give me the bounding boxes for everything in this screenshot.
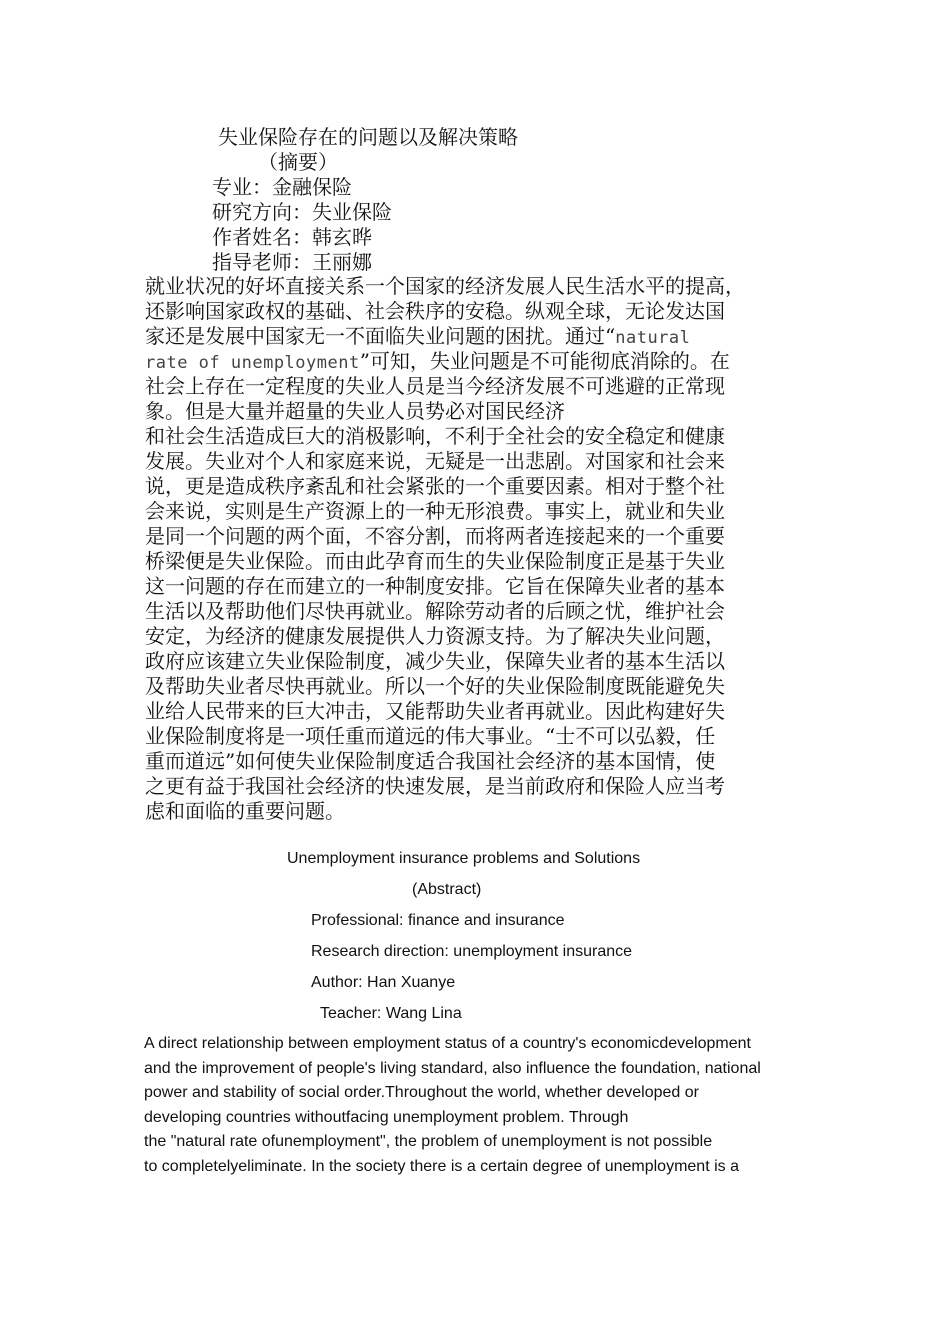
zh-p2-line: 虑和面临的重要问题。 [145, 799, 345, 823]
en-abstract-label: (Abstract) [412, 881, 482, 898]
en-major: Professional: finance and insurance [311, 912, 565, 929]
en-paragraph [144, 1032, 824, 1179]
zh-p2-line: 及帮助失业者尽快再就业。所以一个好的失业保险制度既能避免失 [145, 674, 725, 698]
en-advisor: Teacher: Wang Lina [320, 1005, 462, 1022]
en-body-line: and the improvement of people's living standard, also influence the foundation, national [144, 1059, 761, 1077]
zh-p1-line: 还影响国家政权的基础、社会秩序的安稳。纵观全球，无论发达国 [145, 299, 725, 323]
zh-p2-line: 是同一个问题的两个面，不容分割，而将两者连接起来的一个重要 [145, 524, 725, 548]
zh-author: 作者姓名：韩玄晔 [212, 225, 372, 249]
zh-p2-line: 政府应该建立失业保险制度，减少失业，保障失业者的基本生活以 [145, 649, 725, 673]
zh-p2-line: 重而道远”如何使失业保险制度适合我国社会经济的基本国情，使 [145, 749, 716, 773]
zh-p2-line: 生活以及帮助他们尽快再就业。解除劳动者的后顾之忧，维护社会 [145, 599, 725, 623]
zh-p1-line [145, 324, 810, 349]
zh-p2-line: 业保险制度将是一项任重而道远的伟大事业。“士不可以弘毅，任 [145, 724, 716, 748]
zh-p2-line: 发展。失业对个人和家庭来说，无疑是一出悲剧。对国家和社会来 [145, 449, 725, 473]
en-body-line: the "natural rate ofunemployment", the problem of unemployment is not possible [144, 1133, 713, 1150]
zh-p1-text: 家还是发展中国家无一不面临失业问题的困扰。通过“ [145, 324, 616, 348]
zh-p1-text: ”可知，失业问题是不可能彻底消除的。在 [359, 349, 730, 373]
en-author: Author: Han Xuanye [311, 974, 456, 991]
zh-p2-line: 说，更是造成秩序紊乱和社会紧张的一个重要因素。相对于整个社 [145, 474, 725, 498]
zh-p2-line: 安定，为经济的健康发展提供人力资源支持。为了解决失业问题， [145, 624, 725, 648]
en-direction: Research direction: unemployment insurance [311, 943, 633, 960]
zh-abstract-label: （摘要） [258, 150, 338, 174]
en-title: Unemployment insurance problems and Solutions [287, 850, 641, 867]
zh-p1-line: 就业状况的好坏直接关系一个国家的经济发展人民生活水平的提高， [145, 274, 745, 298]
zh-p2-line: 桥梁便是失业保险。而由此孕育而生的失业保险制度正是基于失业 [145, 549, 725, 573]
zh-p2-line: 之更有益于我国社会经济的快速发展，是当前政府和保险人应当考 [145, 774, 725, 798]
zh-p2-line: 业给人民带来的巨大冲击，又能帮助失业者再就业。因此构建好失 [145, 699, 725, 723]
zh-p1-line: 社会上存在一定程度的失业人员是当今经济发展不可逃避的正常现 [145, 374, 725, 398]
zh-p1-term: rate of unemployment [145, 353, 360, 373]
zh-direction: 研究方向：失业保险 [212, 200, 392, 224]
zh-p1-term: natural [615, 328, 691, 348]
zh-title: 失业保险存在的问题以及解决策略 [218, 125, 518, 149]
en-body-line: A direct relationship between employment status of a country's economicdevelopment [144, 1035, 751, 1052]
zh-paragraph-1 [145, 274, 810, 424]
en-body-line: to completelyeliminate. In the society there is a certain degree of unemployment is a [144, 1157, 739, 1175]
zh-p2-line: 会来说，实则是生产资源上的一种无形浪费。事实上，就业和失业 [145, 499, 725, 523]
zh-p1-line: 象。但是大量并超量的失业人员势必对国民经济 [145, 399, 565, 423]
zh-p2-line: 和社会生活造成巨大的消极影响，不利于全社会的安全稳定和健康 [145, 424, 725, 448]
en-body-line: developing countries withoutfacing unemployment problem. Through [144, 1108, 629, 1126]
zh-p2-line: 这一问题的存在而建立的一种制度安排。它旨在保障失业者的基本 [145, 574, 725, 598]
zh-major: 专业：金融保险 [212, 175, 352, 199]
zh-advisor: 指导老师：王丽娜 [212, 250, 372, 274]
zh-p1-line [145, 349, 810, 374]
en-body-line: power and stability of social order.Throughout the world, whether developed or [144, 1084, 699, 1101]
zh-paragraph-2 [145, 424, 810, 824]
